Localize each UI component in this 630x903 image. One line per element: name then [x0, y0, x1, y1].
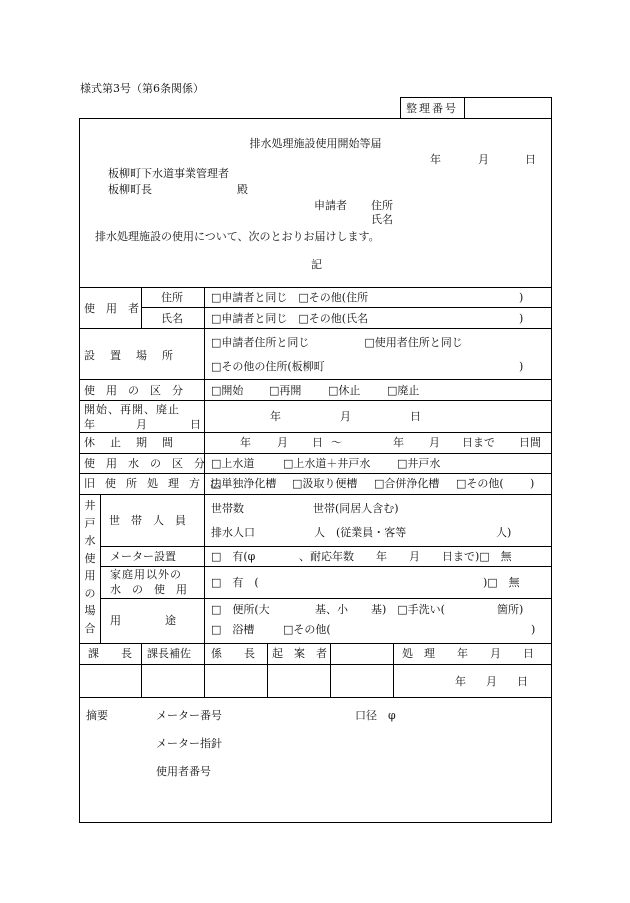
water-ido[interactable]: □井戸水: [397, 457, 441, 470]
old-kumitori[interactable]: □汲取り便槽: [292, 477, 358, 490]
date-tsuki: 月: [478, 153, 489, 166]
intro-text: 排水処理施設の使用について、次のとおりお届けします。: [95, 230, 380, 243]
seiri-number-field[interactable]: [466, 99, 550, 117]
place-label: 設 置 場 所: [84, 349, 175, 362]
meter-yes[interactable]: □ 有(φ: [211, 550, 256, 563]
form-title: 排水処理施設使用開始等届: [249, 137, 382, 150]
main-frame: [79, 118, 552, 823]
use-other-close: ): [531, 623, 536, 636]
summary-meter-shishin: メーター指針: [156, 737, 222, 750]
use-toilet-ki: 基、小: [315, 603, 348, 616]
use-other[interactable]: □その他(: [283, 623, 331, 636]
use-bath[interactable]: □ 浴槽: [211, 623, 255, 636]
addressee-1: 板柳町下水道事業管理者: [108, 167, 229, 180]
approval-kakari: 係 長: [211, 647, 255, 660]
user-name-close: ): [519, 312, 524, 325]
applicant-name-label: 氏名: [371, 213, 393, 226]
approval-hi: 日: [517, 675, 528, 688]
water-suido[interactable]: □上水道: [211, 457, 255, 470]
well-vertical-label: 井戸水使用の場合: [84, 499, 96, 635]
approval-kian: 起 案 者: [272, 647, 327, 660]
old-tandoku[interactable]: □単独浄化槽: [211, 477, 277, 490]
date-hi: 日: [525, 153, 536, 166]
setai-count-label: 世帯数: [211, 502, 244, 515]
applicant-addr-label: 住所: [371, 199, 393, 212]
start-nen: 年: [270, 410, 281, 423]
setai-label: 世 帯 人 員: [109, 514, 186, 527]
approval-hosa: 課長補佐: [147, 647, 191, 660]
meter-life[interactable]: 、耐応年数 年 月 日まで)□ 無: [299, 550, 512, 563]
summary-user-no: 使用者番号: [156, 765, 211, 778]
kyushi-nen2: 年: [393, 436, 404, 449]
form-number: 様式第3号（第6条関係）: [80, 82, 204, 95]
kubun-abolish[interactable]: □廃止: [387, 384, 420, 397]
home-label-1: 家庭用以外の: [110, 568, 182, 581]
user-addr-options[interactable]: □申請者と同じ □その他(住所: [211, 291, 369, 304]
water-label: 使 用 水 の 区 分: [84, 457, 205, 470]
haisui-label: 排水人口: [211, 526, 255, 539]
old-gappei[interactable]: □合併浄化槽: [374, 477, 440, 490]
kubun-resume[interactable]: □再開: [269, 384, 302, 397]
addressee-2: 板柳町長: [108, 183, 152, 196]
old-label: 旧 使 所 処 理 方 法: [84, 477, 221, 490]
use-handwash[interactable]: 基) □手洗い(: [371, 603, 445, 616]
user-name-label: 氏名: [161, 312, 183, 325]
kyushi-nen1: 年: [240, 436, 251, 449]
kubun-open[interactable]: □開始: [211, 384, 244, 397]
setai-count-unit: 世帯(同居人含む): [313, 502, 399, 515]
approval-nen: 年: [455, 675, 466, 688]
approval-ka: 課 長: [88, 647, 132, 660]
start-hi: 日: [410, 410, 421, 423]
haisui-unit: 人 (従業員・客等: [314, 526, 407, 539]
water-suido-ido[interactable]: □上水道＋井戸水: [283, 457, 371, 470]
date-nen: 年: [430, 153, 441, 166]
kyushi-hi1: 日: [312, 436, 323, 449]
kyushi-label: 休 止 期 間: [84, 436, 175, 449]
summary-meter-no: メーター番号: [156, 709, 222, 722]
use-handwash-unit: 箇所): [497, 603, 524, 616]
start-label-nen: 年: [84, 418, 95, 431]
start-label-hi: 日: [190, 418, 201, 431]
kyushi-tsuki1: 月: [277, 436, 288, 449]
applicant-label: 申請者: [314, 199, 347, 212]
kyushi-hi2: 日まで: [462, 436, 495, 449]
old-other-close: ): [530, 477, 535, 490]
home-yes[interactable]: □ 有 (: [211, 576, 259, 589]
start-tsuki: 月: [340, 410, 351, 423]
dono: 殿: [237, 183, 248, 196]
kubun-pause[interactable]: □休止: [328, 384, 361, 397]
use-label: 用 途: [110, 614, 176, 627]
seiri-label: 整理番号: [406, 102, 458, 115]
meter-label: メーター設置: [110, 550, 176, 563]
place-options-2[interactable]: □その他の住所(板柳町: [211, 360, 325, 373]
kyushi-nichikan: 日間: [519, 436, 541, 449]
user-addr-close: ): [519, 291, 524, 304]
place-options-1[interactable]: □申請者住所と同じ □使用者住所と同じ: [211, 336, 463, 349]
summary-kokei: 口径 φ: [355, 709, 396, 722]
approval-shori: 処 理 年 月 日: [402, 647, 534, 660]
home-label-2: 水 の 使 用: [110, 583, 187, 596]
user-label: 使 用 者: [84, 302, 139, 315]
old-other[interactable]: □その他(: [456, 477, 504, 490]
ki-label: 記: [311, 258, 322, 271]
start-label-tsuki: 月: [136, 418, 147, 431]
summary-label: 摘要: [86, 709, 108, 722]
place-close: ): [519, 360, 524, 373]
kyushi-kara: ～: [331, 436, 342, 449]
kubun-label: 使 用 の 区 分: [84, 384, 183, 397]
user-addr-label: 住所: [161, 291, 183, 304]
home-no[interactable]: )□ 無: [483, 576, 520, 589]
haisui-close: 人): [496, 526, 512, 539]
user-name-options[interactable]: □申請者と同じ □その他(氏名: [211, 312, 369, 325]
use-toilet[interactable]: □ 便所(大: [211, 603, 270, 616]
approval-tsuki: 月: [486, 675, 497, 688]
start-label-1: 開始、再開、廃止: [84, 403, 180, 416]
kyushi-tsuki2: 月: [429, 436, 440, 449]
